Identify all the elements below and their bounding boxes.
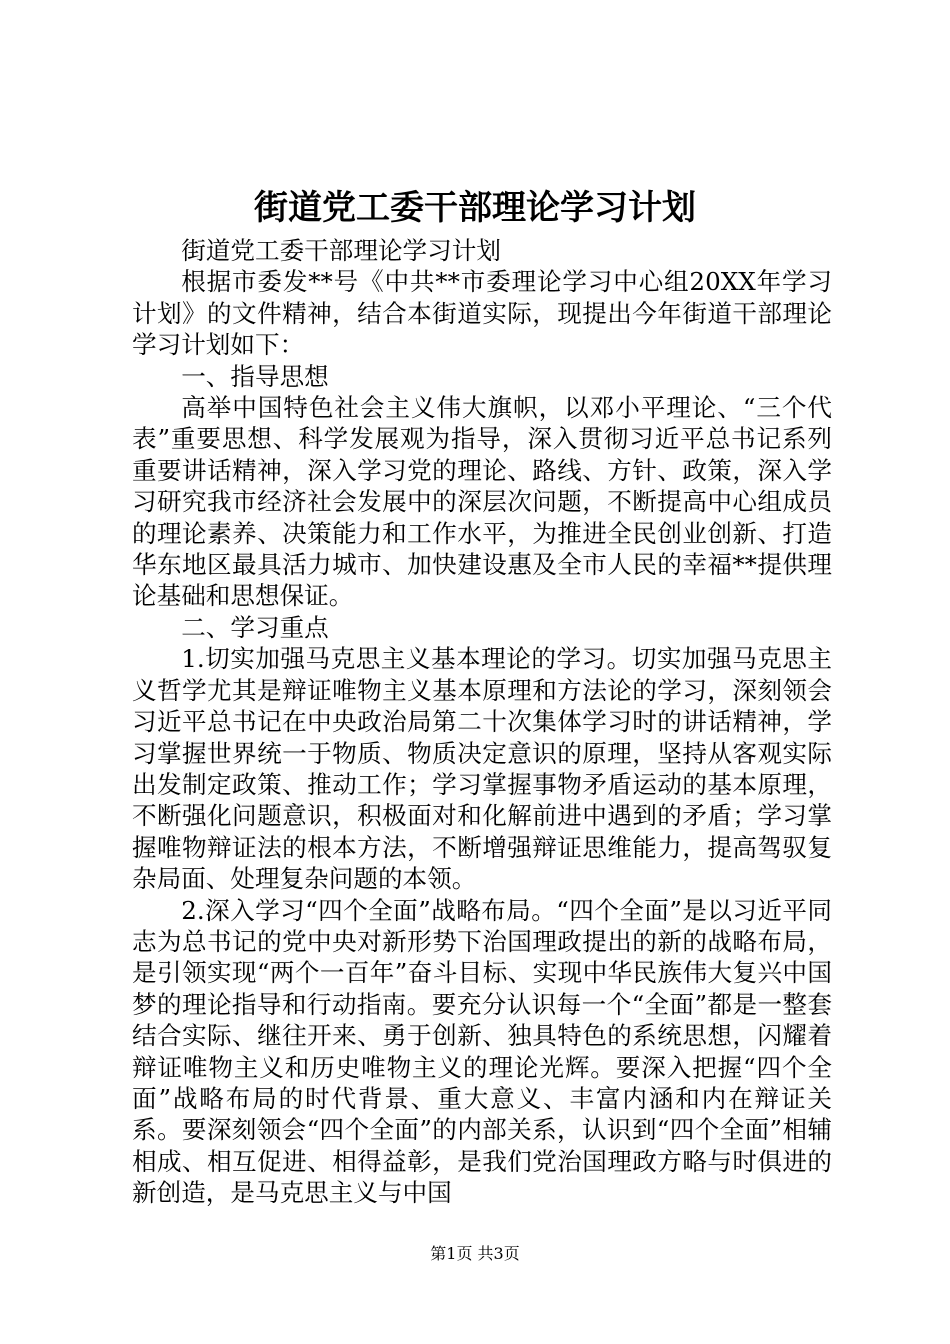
section-heading-guiding-thought: 一、指导思想 bbox=[181, 361, 329, 391]
document-title: 街道党工委干部理论学习计划 bbox=[254, 188, 696, 228]
paragraph-guiding-thought: 高举中国特色社会主义伟大旗帜，以邓小平理论、“三个代表”重要思想、科学发展观为指导，深入贯彻习近平总书记系列重要讲话精神，深入学习党的理论、路线、方针、政策，深入学习研究我市经济社会发展中的深层次问题，不断提高中心组成员的理论素养、决策能力和工作水平，为推进全民创业创新、打造华东地区最具活力城市、加快建设惠及全市人民的幸福**提供理论基础和思想保证。 bbox=[132, 393, 832, 611]
paragraph-intro: 根据市委发**号《中共**市委理论学习中心组20XX年学习计划》的文件精神，结合本街道实际，现提出今年街道干部理论学习计划如下： bbox=[132, 267, 832, 360]
paragraph-subtitle: 街道党工委干部理论学习计划 bbox=[181, 236, 501, 265]
page-footer: 第1页 共3页 bbox=[430, 1244, 520, 1263]
document-body bbox=[132, 235, 832, 1209]
section-heading-study-focus: 二、学习重点 bbox=[181, 612, 329, 642]
paragraph-focus-item-2: 2.深入学习“四个全面”战略布局。“四个全面”是以习近平同志为总书记的党中央对新形势下治国理政提出的新的战略布局，是引领实现“两个一百年”奋斗目标、实现中华民族伟大复兴中国梦的理论指导和行动指南。要充分认识每一个“全面”都是一整套结合实际、继往开来、勇于创新、独具特色的系统思想，闪耀着辩证唯物主义和历史唯物主义的理论光辉。要深入把握“四个全面”战略布局的时代背景、重大意义、丰富内涵和内在辩证关系。要深刻领会“四个全面”的内部关系，认识到“四个全面”相辅相成、相互促进、相得益彰，是我们党治国理政方略与时俱进的新创造，是马克思主义与中国 bbox=[132, 895, 832, 1208]
paragraph-focus-item-1: 1.切实加强马克思主义基本理论的学习。切实加强马克思主义哲学尤其是辩证唯物主义基本原理和方法论的学习，深刻领会习近平总书记在中央政治局第二十次集体学习时的讲话精神，学习掌握世界统一于物质、物质决定意识的原理，坚持从客观实际出发制定政策、推动工作；学习掌握事物矛盾运动的基本原理，不断强化问题意识，积极面对和化解前进中遇到的矛盾；学习掌握唯物辩证法的根本方法，不断增强辩证思维能力，提高驾驭复杂局面、处理复杂问题的本领。 bbox=[132, 644, 832, 894]
